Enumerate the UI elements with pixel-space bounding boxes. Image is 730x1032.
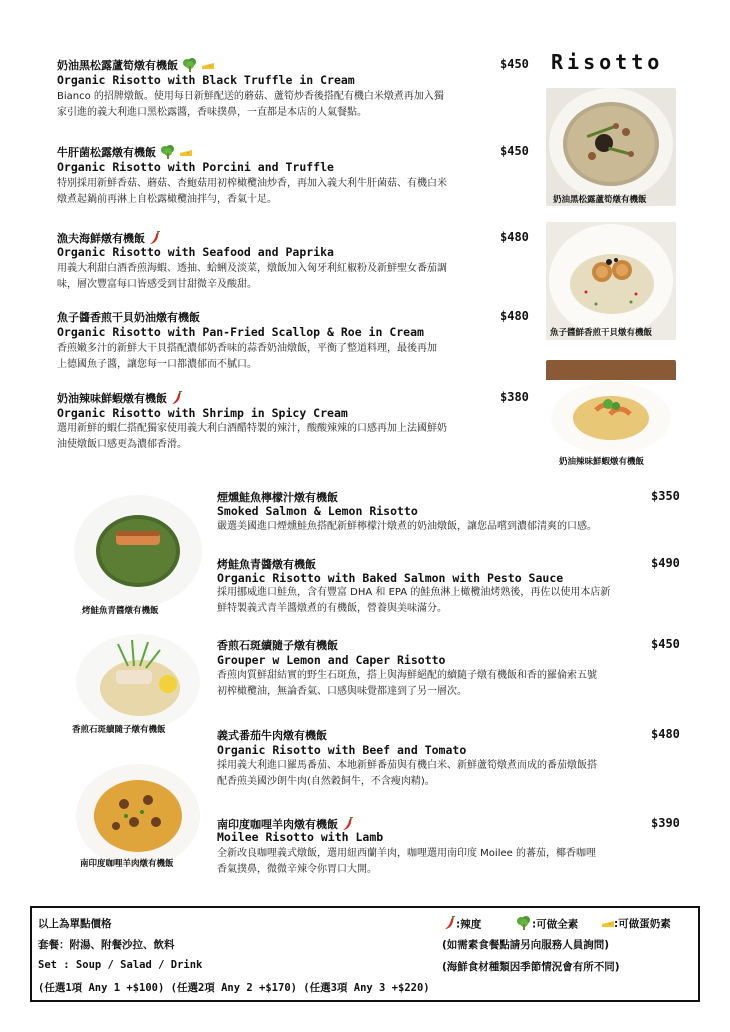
item-5-price: $380 [500,390,529,404]
item-8-description [217,668,687,700]
item-2-desc-line-2: 燉煮起鍋前再淋上自松露橄欖油拌勻，香氣十足。 [57,194,277,205]
item-4-name-en: Organic Risotto with Pan-Fried Scallop & Roe in Cream [57,325,424,339]
item-5-name-zh [57,390,183,408]
item-3-price: $480 [500,230,529,244]
item-8-desc-line-2: 初榨橄欖油，無論香氣、口感與味覺都達到了另一層次。 [217,686,467,697]
item-10-zh-text: 南印度咖哩羊肉燉有機飯 [217,818,338,831]
item-9-desc-line-1: 採用義大利進口羅馬番茄、本地新鮮番茄與有機白米、新鮮蘆筍燉煮而成的番茄燉飯搭 [217,760,597,771]
item-2-price: $450 [500,144,529,158]
item-4-name-zh: 魚子醬香煎干貝奶油燉有機飯 [57,311,200,324]
item-9-description [217,758,687,790]
item-10-desc-line-1: 全新改良咖哩義式燉飯，選用紐西蘭羊肉，咖哩選用南印度 Moilee 的蕃茄，椰香咖哩 [217,848,596,859]
item-1-name-zh [57,57,214,75]
photo-caption-5: 香煎石斑續隨子燉有機飯 [72,725,166,735]
item-9-price: $480 [651,727,680,741]
item-7-name-en: Organic Risotto with Baked Salmon with Pesto Sauce [217,571,564,585]
item-3-desc-line-1: 用義大利甜白酒香煎海蝦、透抽、蛤蜊及淡菜，燉飯加入匈牙利紅椒粉及新鮮聖女番茄調 [57,263,447,274]
chili-icon [444,916,456,933]
chili-icon [171,391,183,408]
item-9-desc-line-2: 配香煎美國沙朗牛肉(自然穀飼牛，不含瘦肉精)。 [217,776,435,787]
set-meal-info-box [30,906,700,1002]
item-5-desc-line-2: 油使燉飯口感更為濃郁香滑。 [57,439,187,450]
item-7-description [217,585,687,617]
legend-vegan [516,916,578,933]
set-meal-includes: 套餐：附湯、附餐沙拉、飲料 [38,939,175,951]
item-5-name-en: Organic Risotto with Shrimp in Spicy Cream [57,406,348,420]
item-2-desc-line-1: 特別採用新鮮香菇、蘑菇、杏鮑菇用初榨橄欖油炒香，再加入義大利牛肝菌菇、有機白米 [57,178,447,189]
item-1-desc-line-1: Bianco 的招牌燉飯。使用每日新鮮配送的蘑菇、蘆筍炒香後搭配有機白米燉煮再加入獨 [57,91,444,102]
section-title: Risotto [551,50,664,74]
item-4-description [57,341,537,373]
item-9-name-zh: 義式番茄牛肉燉有機飯 [217,729,327,742]
item-6-description [217,519,687,535]
cheese-icon [180,147,192,160]
item-9-name-en: Organic Risotto with Beef and Tomato [217,743,467,757]
photo-baked-salmon-pesto-risotto [68,489,208,621]
item-8-name-en: Grouper w Lemon and Caper Risotto [217,653,446,667]
item-6-price: $350 [651,489,680,503]
photo-curry-lamb-risotto [68,760,208,870]
item-8-name-zh: 香煎石斑續隨子燉有機飯 [217,639,338,652]
item-10-name-en: Moilee Risotto with Lamb [217,830,384,844]
item-3-zh-text: 漁夫海鮮燉有機飯 [57,232,145,245]
broccoli-icon [516,916,532,933]
item-1-zh-text: 奶油黑松露蘆筍燉有機飯 [57,59,178,72]
photo-black-truffle-risotto [546,88,676,206]
item-10-description [217,846,687,878]
legend-spicy [444,916,481,933]
item-5-zh-text: 奶油辣味鮮蝦燉有機飯 [57,392,167,405]
item-2-description [57,176,537,208]
item-8-price: $450 [651,637,680,651]
item-7-name-zh: 烤鮭魚青醬燉有機飯 [217,558,316,571]
set-meal-options: (任選1項 Any 1 +$100) (任選2項 Any 2 +$170) (任選3項 Any 3 +$220) [38,982,430,994]
legend-vegan-label: :可做全素 [532,918,579,931]
legend-ovo-lacto [602,916,671,931]
photo-scallop-roe-risotto [546,222,676,340]
item-7-desc-line-2: 鮮特製義式青羊醬燉煮的有機飯，營養與美味滿分。 [217,603,447,614]
legend-ovo-label: :可做蛋奶素 [614,918,671,930]
broccoli-icon [182,58,198,75]
item-5-description [57,421,537,453]
item-2-name-zh [57,144,192,162]
item-1-description [57,89,537,121]
photo-grouper-caper-risotto [68,626,208,736]
photo-spicy-shrimp-risotto [546,360,676,468]
item-7-desc-line-1: 採用挪威進口鮭魚，含有豐富 DHA 和 EPA 的鮭魚淋上橄欖油烤熟後，再佐以使用本店新 [217,587,611,598]
item-6-name-zh: 煙燻鮭魚檸檬汁燉有機飯 [217,491,338,504]
item-1-price: $450 [500,57,529,71]
item-2-zh-text: 牛肝菌松露燉有機飯 [57,146,156,159]
item-3-desc-line-2: 味，層次豐富每口皆感受到甘甜微辛及酸甜。 [57,279,257,290]
item-1-name-en: Organic Risotto with Black Truffle in Cream [57,73,355,87]
seafood-season-note: (海鮮食材種類因季節情況會有所不同) [442,961,620,973]
photo-caption-6: 南印度咖哩羊肉燉有機飯 [80,859,174,869]
item-6-name-en: Smoked Salmon & Lemon Risotto [217,504,418,518]
item-10-desc-line-2: 香氣撲鼻，微微辛辣令你胃口大開。 [217,864,377,875]
photo-caption-3: 奶油辣味鮮蝦燉有機飯 [559,457,645,467]
item-3-description [57,261,537,293]
item-7-price: $490 [651,556,680,570]
footer-price-note: 以上為單點價格 [38,918,112,930]
vegetarian-note: (如需素食餐點請另向服務人員詢問) [442,939,610,951]
item-4-desc-line-1: 香煎嫩多汁的新鮮大干貝搭配濃郁奶香味的蒜香奶油燉飯，平衡了整道料理，最後再加 [57,343,437,354]
item-10-price: $390 [651,816,680,830]
photo-caption-1: 奶油黑松露蘆筍燉有機飯 [553,195,647,205]
cheese-icon [202,60,214,73]
cheese-icon [602,918,614,931]
legend-spicy-label: :辣度 [456,918,482,931]
item-1-desc-line-2: 家引進的義大利進口黑松露醬，香味撲鼻，一直都是本店的人氣餐點。 [57,107,367,118]
item-2-name-en: Organic Risotto with Porcini and Truffle [57,160,334,174]
photo-caption-4: 烤鮭魚青醬燉有機飯 [82,606,159,616]
broccoli-icon [160,145,176,162]
item-4-desc-line-2: 上德國魚子醬，讓您每一口都濃郁而不膩口。 [57,359,257,370]
item-3-name-en: Organic Risotto with Seafood and Paprika [57,245,334,259]
item-8-desc-line-1: 香煎肉質鮮甜結實的野生石斑魚，搭上與海鮮絕配的續隨子燉有機飯和香的羅倫索五號 [217,670,597,681]
item-4-price: $480 [500,309,529,323]
item-6-desc-line-1: 嚴選美國進口煙燻鮭魚搭配新鮮檸檬汁燉煮的奶油燉飯，讓您品嚐到濃郁清爽的口感。 [217,521,597,532]
photo-caption-2: 魚子醬鮮香煎干貝燉有機飯 [550,328,653,338]
set-meal-english: Set : Soup / Salad / Drink [38,959,203,971]
item-5-desc-line-1: 選用新鮮的蝦仁搭配獨家使用義大利白酒醋特製的辣汁，酸酸辣辣的口感再加上法國鮮奶 [57,423,447,434]
